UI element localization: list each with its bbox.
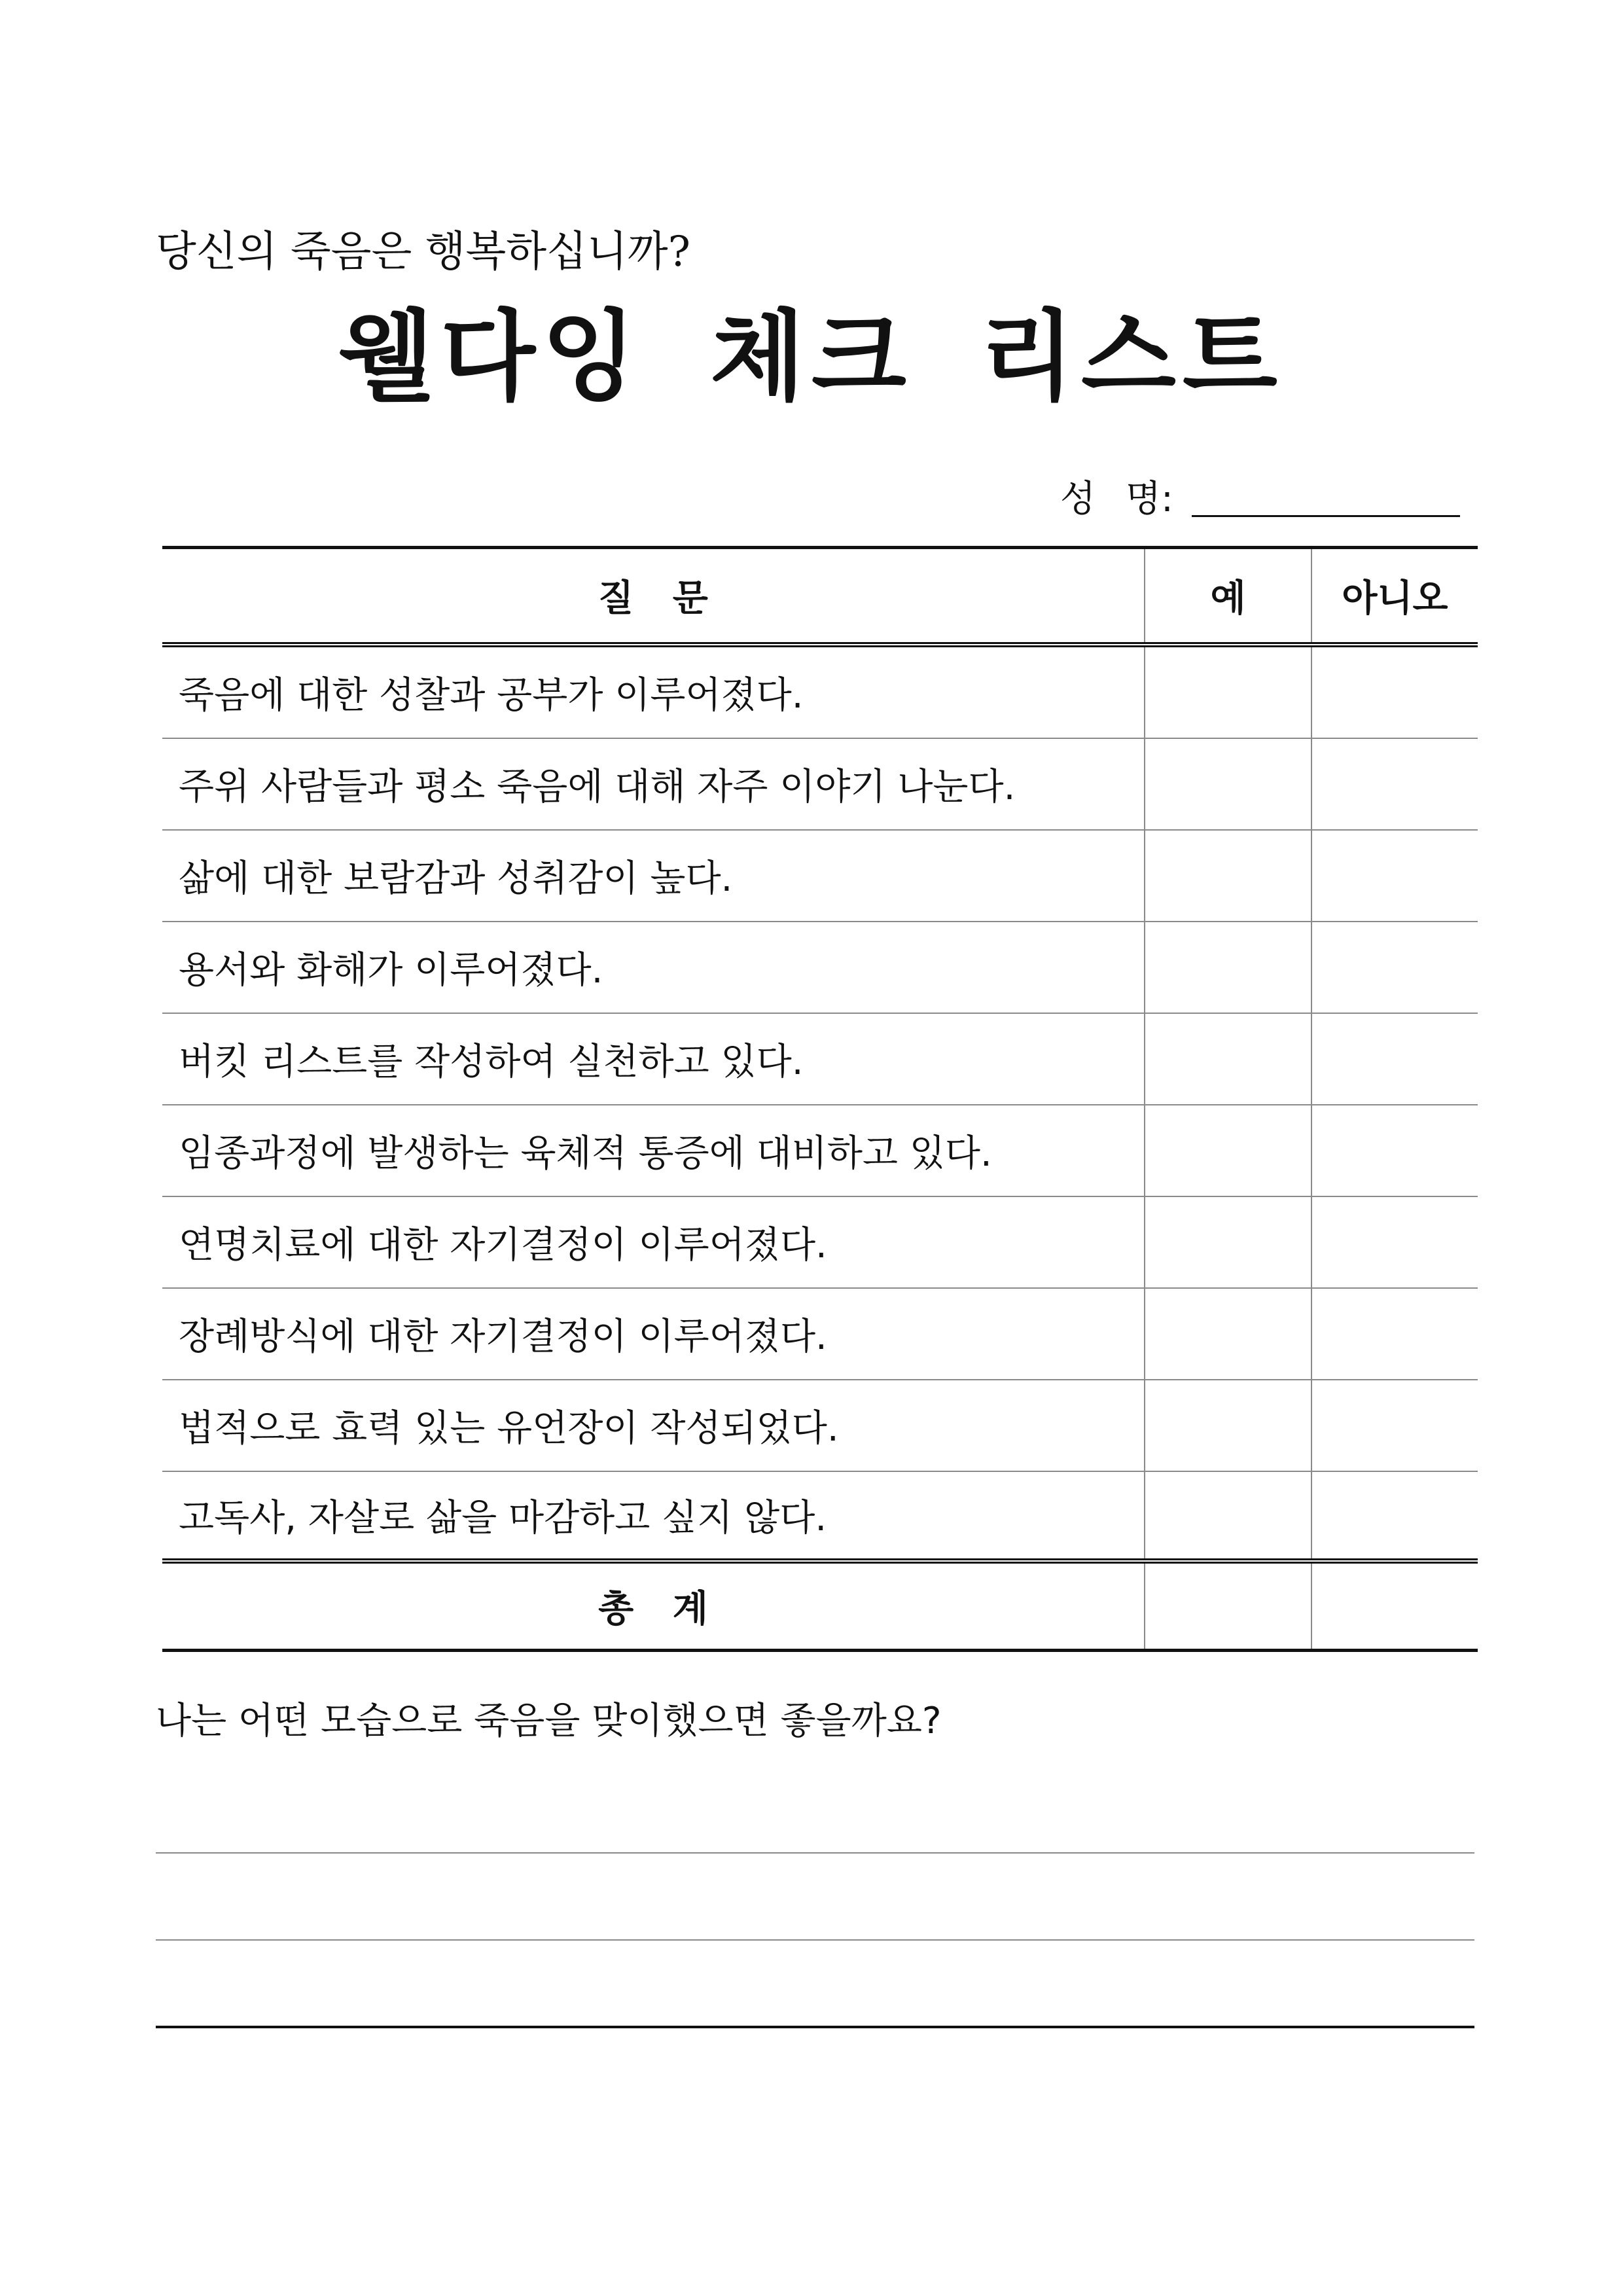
question-text: 주위 사람들과 평소 죽음에 대해 자주 이야기 나눈다. bbox=[179, 766, 1016, 808]
no-check-cell[interactable] bbox=[1311, 1380, 1478, 1471]
table-row bbox=[162, 1197, 1478, 1289]
table-header-row bbox=[162, 549, 1478, 647]
yes-check-cell[interactable] bbox=[1144, 1014, 1311, 1104]
yes-check-cell[interactable] bbox=[1144, 1472, 1311, 1558]
no-check-cell[interactable] bbox=[1311, 1197, 1478, 1287]
question-text: 임종과정에 발생하는 육체적 통증에 대비하고 있다. bbox=[179, 1132, 992, 1175]
table-row bbox=[162, 1289, 1478, 1380]
question-text: 장례방식에 대한 자기결정이 이루어졌다. bbox=[179, 1316, 827, 1358]
yes-check-cell[interactable] bbox=[1144, 1380, 1311, 1471]
yes-check-cell[interactable] bbox=[1144, 1197, 1311, 1287]
no-check-cell[interactable] bbox=[1311, 1105, 1478, 1196]
table-row bbox=[162, 647, 1478, 739]
column-header-no: 아니오 bbox=[1311, 549, 1478, 642]
name-input-line[interactable] bbox=[1192, 515, 1460, 517]
no-check-cell[interactable] bbox=[1311, 922, 1478, 1013]
total-label: 총 계 bbox=[598, 1588, 708, 1630]
yes-check-cell[interactable] bbox=[1144, 739, 1311, 829]
total-yes-cell[interactable] bbox=[1144, 1564, 1311, 1649]
total-no-cell[interactable] bbox=[1311, 1564, 1478, 1649]
answer-line[interactable] bbox=[156, 2026, 1474, 2028]
table-row bbox=[162, 739, 1478, 831]
answer-line[interactable] bbox=[156, 1939, 1474, 1941]
question-text: 법적으로 효력 있는 유언장이 작성되었다. bbox=[179, 1407, 839, 1450]
no-check-cell[interactable] bbox=[1311, 1472, 1478, 1558]
question-text: 연명치료에 대한 자기결정이 이루어졌다. bbox=[179, 1224, 827, 1266]
total-row bbox=[162, 1564, 1478, 1649]
column-header-yes: 예 bbox=[1144, 549, 1311, 642]
subtitle: 당신의 죽음은 행복하십니까? bbox=[156, 228, 690, 276]
no-check-cell[interactable] bbox=[1311, 831, 1478, 921]
no-check-cell[interactable] bbox=[1311, 1014, 1478, 1104]
yes-check-cell[interactable] bbox=[1144, 831, 1311, 921]
table-row bbox=[162, 922, 1478, 1014]
question-text: 죽음에 대한 성찰과 공부가 이루어졌다. bbox=[179, 674, 804, 717]
yes-check-cell[interactable] bbox=[1144, 1289, 1311, 1379]
table-row bbox=[162, 1380, 1478, 1472]
name-label: 성 명: bbox=[1060, 478, 1173, 520]
checklist-table bbox=[162, 546, 1478, 1652]
question-text: 버킷 리스트를 작성하여 실천하고 있다. bbox=[179, 1041, 804, 1083]
question-text: 고독사, 자살로 삶을 마감하고 싶지 않다. bbox=[179, 1497, 827, 1539]
answer-line[interactable] bbox=[156, 1852, 1474, 1854]
question-text: 용서와 화해가 이루어졌다. bbox=[179, 949, 603, 992]
yes-check-cell[interactable] bbox=[1144, 1105, 1311, 1196]
no-check-cell[interactable] bbox=[1311, 1289, 1478, 1379]
column-header-question: 질 문 bbox=[598, 577, 708, 620]
no-check-cell[interactable] bbox=[1311, 647, 1478, 738]
table-row bbox=[162, 1105, 1478, 1197]
yes-check-cell[interactable] bbox=[1144, 922, 1311, 1013]
no-check-cell[interactable] bbox=[1311, 739, 1478, 829]
yes-check-cell[interactable] bbox=[1144, 647, 1311, 738]
table-row bbox=[162, 1472, 1478, 1564]
table-row bbox=[162, 831, 1478, 922]
page-title: 웰다잉 체크 리스트 bbox=[339, 299, 1284, 414]
reflection-prompt: 나는 어떤 모습으로 죽음을 맞이했으면 좋을까요? bbox=[156, 1700, 942, 1742]
question-text: 삶에 대한 보람감과 성취감이 높다. bbox=[179, 857, 733, 900]
name-field bbox=[1060, 476, 1460, 522]
table-row bbox=[162, 1014, 1478, 1105]
